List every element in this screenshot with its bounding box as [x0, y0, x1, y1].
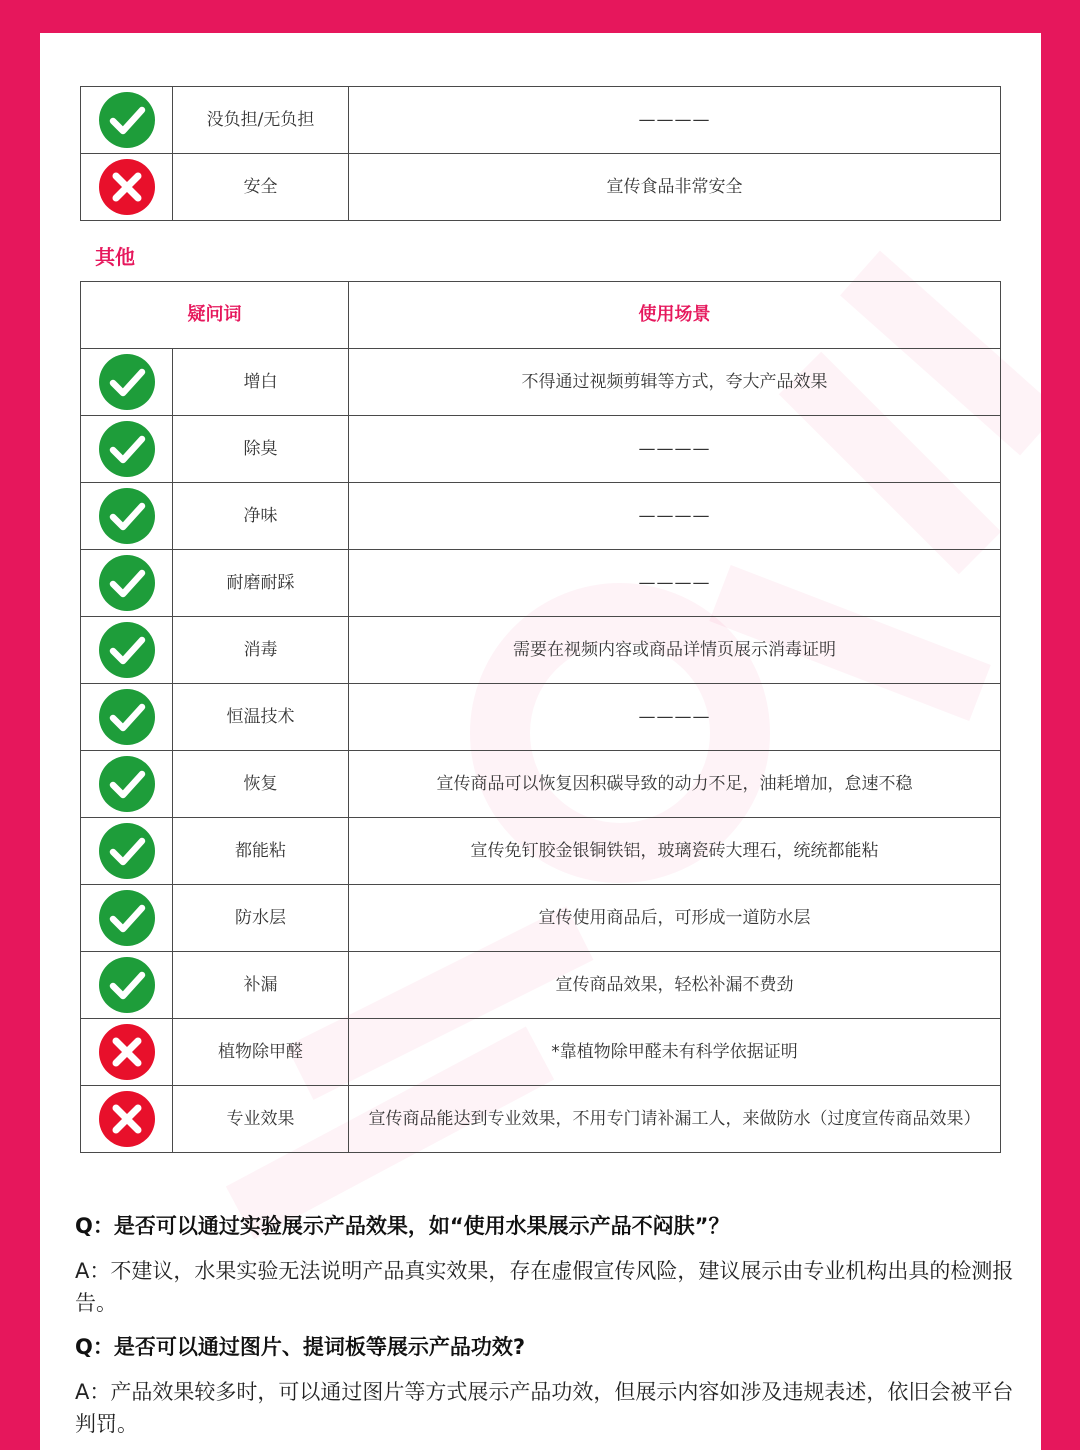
term-cell: 净味: [173, 483, 349, 550]
term-cell: 都能粘: [173, 818, 349, 885]
cross-circle-icon: [98, 1023, 156, 1081]
term-cell: 补漏: [173, 952, 349, 1019]
term-cell: 耐磨耐踩: [173, 550, 349, 617]
scene-cell: *靠植物除甲醛未有科学依据证明: [349, 1019, 1001, 1086]
check-circle-icon: [98, 554, 156, 612]
check-circle-icon: [98, 822, 156, 880]
status-cell: [81, 1019, 173, 1086]
document-page: [40, 33, 1041, 1450]
term-cell: 消毒: [173, 617, 349, 684]
status-cell: [81, 550, 173, 617]
table-header-row: [81, 282, 1001, 349]
scene-cell: 不得通过视频剪辑等方式，夸大产品效果: [349, 349, 1001, 416]
section-title: 其他: [95, 245, 135, 269]
status-cell: [81, 154, 173, 221]
status-cell: [81, 617, 173, 684]
status-cell: [81, 87, 173, 154]
check-circle-icon: [98, 420, 156, 478]
status-cell: [81, 349, 173, 416]
scene-cell: 需要在视频内容或商品详情页展示消毒证明: [349, 617, 1001, 684]
status-cell: [81, 1086, 173, 1153]
table-row: [81, 550, 1001, 617]
scene-cell: ————: [349, 550, 1001, 617]
question-1: Q：是否可以通过实验展示产品效果，如“使用水果展示产品不闷肤”？: [75, 1214, 730, 1238]
status-cell: [81, 684, 173, 751]
scene-cell: 宣传食品非常安全: [349, 154, 1001, 221]
header-term: 疑问词: [81, 282, 349, 349]
answer-1: A：不建议，水果实验无法说明产品真实效果，存在虚假宣传风险，建议展示由专业机构出具的检测报告。: [75, 1259, 1014, 1315]
check-circle-icon: [98, 688, 156, 746]
scene-cell: 宣传免钉胶金银铜铁铝，玻璃瓷砖大理石，统统都能粘: [349, 818, 1001, 885]
term-cell: 安全: [173, 154, 349, 221]
table-row: [81, 349, 1001, 416]
term-cell: 恒温技术: [173, 684, 349, 751]
scene-cell: 宣传使用商品后，可形成一道防水层: [349, 885, 1001, 952]
header-scene: 使用场景: [349, 282, 1001, 349]
table-row: [81, 751, 1001, 818]
status-cell: [81, 885, 173, 952]
term-cell: 防水层: [173, 885, 349, 952]
check-circle-icon: [98, 487, 156, 545]
term-cell: 除臭: [173, 416, 349, 483]
top-table: [80, 86, 1001, 221]
question-2: Q：是否可以通过图片、提词板等展示产品功效?: [75, 1335, 526, 1359]
table-row: [81, 154, 1001, 221]
table-row: [81, 1019, 1001, 1086]
table-row: [81, 1086, 1001, 1153]
status-cell: [81, 952, 173, 1019]
answer-2: A：产品效果较多时，可以通过图片等方式展示产品功效，但展示内容如涉及违规表述，依旧会被平台判罚。: [75, 1380, 1014, 1436]
table-row: [81, 416, 1001, 483]
scene-cell: 宣传商品可以恢复因积碳导致的动力不足，油耗增加，怠速不稳: [349, 751, 1001, 818]
term-cell: 专业效果: [173, 1086, 349, 1153]
check-circle-icon: [98, 621, 156, 679]
scene-cell: ————: [349, 483, 1001, 550]
check-circle-icon: [98, 956, 156, 1014]
term-cell: 植物除甲醛: [173, 1019, 349, 1086]
scene-cell: 宣传商品能达到专业效果，不用专门请补漏工人，来做防水（过度宣传商品效果）: [349, 1086, 1001, 1153]
scene-cell: 宣传商品效果，轻松补漏不费劲: [349, 952, 1001, 1019]
table-row: [81, 684, 1001, 751]
term-cell: 恢复: [173, 751, 349, 818]
status-cell: [81, 818, 173, 885]
check-circle-icon: [98, 353, 156, 411]
terms-table: [80, 281, 1001, 1153]
check-circle-icon: [98, 889, 156, 947]
scene-cell: ————: [349, 87, 1001, 154]
cross-circle-icon: [98, 158, 156, 216]
table-row: [81, 483, 1001, 550]
table-row: [81, 818, 1001, 885]
status-cell: [81, 416, 173, 483]
term-cell: 增白: [173, 349, 349, 416]
table-row: [81, 952, 1001, 1019]
cross-circle-icon: [98, 1090, 156, 1148]
check-circle-icon: [98, 755, 156, 813]
term-cell: 没负担/无负担: [173, 87, 349, 154]
check-circle-icon: [98, 91, 156, 149]
table-row: [81, 617, 1001, 684]
scene-cell: ————: [349, 684, 1001, 751]
status-cell: [81, 483, 173, 550]
table-row: [81, 885, 1001, 952]
table-row: [81, 87, 1001, 154]
status-cell: [81, 751, 173, 818]
scene-cell: ————: [349, 416, 1001, 483]
